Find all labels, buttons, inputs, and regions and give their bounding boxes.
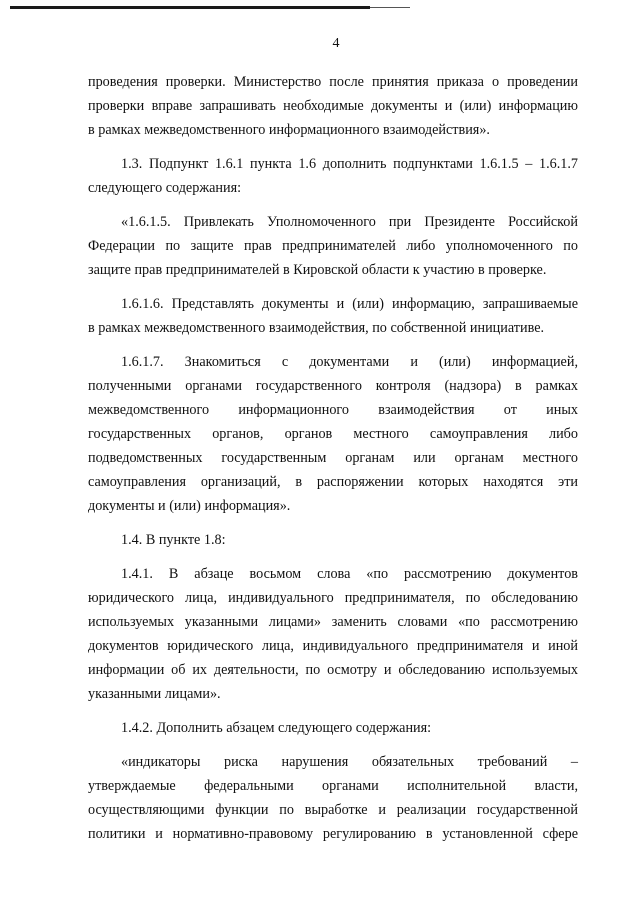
text-line: в рамках межведомственного взаимодействия, по собственной инициативе. bbox=[88, 320, 545, 336]
document-body bbox=[88, 70, 578, 846]
paragraph bbox=[88, 716, 578, 740]
paragraph bbox=[88, 292, 578, 340]
paragraph bbox=[88, 350, 578, 518]
paragraph bbox=[88, 152, 578, 200]
text-line: проведения проверки. Министерство после принятия приказа о проведении bbox=[88, 74, 578, 90]
text-line: документов юридического лица, индивидуального предпринимателя и иной bbox=[88, 638, 578, 654]
text-line: самоуправления организаций, в распоряжении которых находятся эти bbox=[88, 474, 578, 490]
text-line: юридического лица, индивидуального предпринимателя, по обследованию bbox=[88, 590, 578, 606]
text-line: защите прав предпринимателей в Кировской области к участию в проверке. bbox=[88, 262, 547, 278]
text-line: «индикаторы риска нарушения обязательных требований – bbox=[121, 754, 578, 770]
paragraph bbox=[88, 210, 578, 282]
text-line: государственных органов, органов местного самоуправления либо bbox=[88, 426, 578, 442]
text-line: 1.3. Подпункт 1.6.1 пункта 1.6 дополнить подпунктами 1.6.1.5 – 1.6.1.7 bbox=[121, 156, 578, 172]
text-line: полученными органами государственного контроля (надзора) в рамках bbox=[88, 378, 578, 394]
text-line: в рамках межведомственного информационного взаимодействия». bbox=[88, 122, 490, 138]
text-line: используемых указанными лицами» заменить словами «по рассмотрению bbox=[88, 614, 578, 630]
paragraph bbox=[88, 528, 578, 552]
text-line: 1.4.2. Дополнить абзацем следующего содержания: bbox=[121, 720, 432, 736]
text-line: политики и нормативно-правовому регулированию в установленной сфере bbox=[88, 826, 578, 842]
text-line: осуществляющими функции по выработке и реализации государственной bbox=[88, 802, 578, 818]
text-line: документы и (или) информация». bbox=[88, 498, 291, 514]
text-line: 1.6.1.7. Знакомиться с документами и (или) информацией, bbox=[121, 354, 578, 370]
text-line: «1.6.1.5. Привлекать Уполномоченного при Президенте Российской bbox=[121, 214, 578, 230]
text-line: 1.6.1.6. Представлять документы и (или) информацию, запрашиваемые bbox=[121, 296, 578, 312]
header-rule-tail bbox=[370, 7, 410, 8]
text-line: 1.4.1. В абзаце восьмом слова «по рассмотрению документов bbox=[121, 566, 578, 582]
page-number: 4 bbox=[332, 36, 340, 51]
paragraph bbox=[88, 70, 578, 142]
text-line: подведомственных государственным органам или органам местного bbox=[88, 450, 578, 466]
text-line: Федерации по защите прав предпринимателей либо уполномоченного по bbox=[88, 238, 578, 254]
text-line: указанными лицами». bbox=[88, 686, 221, 702]
text-line: утверждаемые федеральными органами исполнительной власти, bbox=[88, 778, 578, 794]
paragraph bbox=[88, 750, 578, 846]
header-rule bbox=[10, 6, 370, 9]
text-line: 1.4. В пункте 1.8: bbox=[121, 532, 226, 548]
text-line: следующего содержания: bbox=[88, 180, 242, 196]
text-line: информации об их деятельности, по осмотру и обследованию используемых bbox=[88, 662, 578, 678]
paragraph bbox=[88, 562, 578, 706]
text-line: межведомственного информационного взаимодействия от иных bbox=[88, 402, 578, 418]
text-line: проверки вправе запрашивать необходимые документы и (или) информацию bbox=[88, 98, 578, 114]
